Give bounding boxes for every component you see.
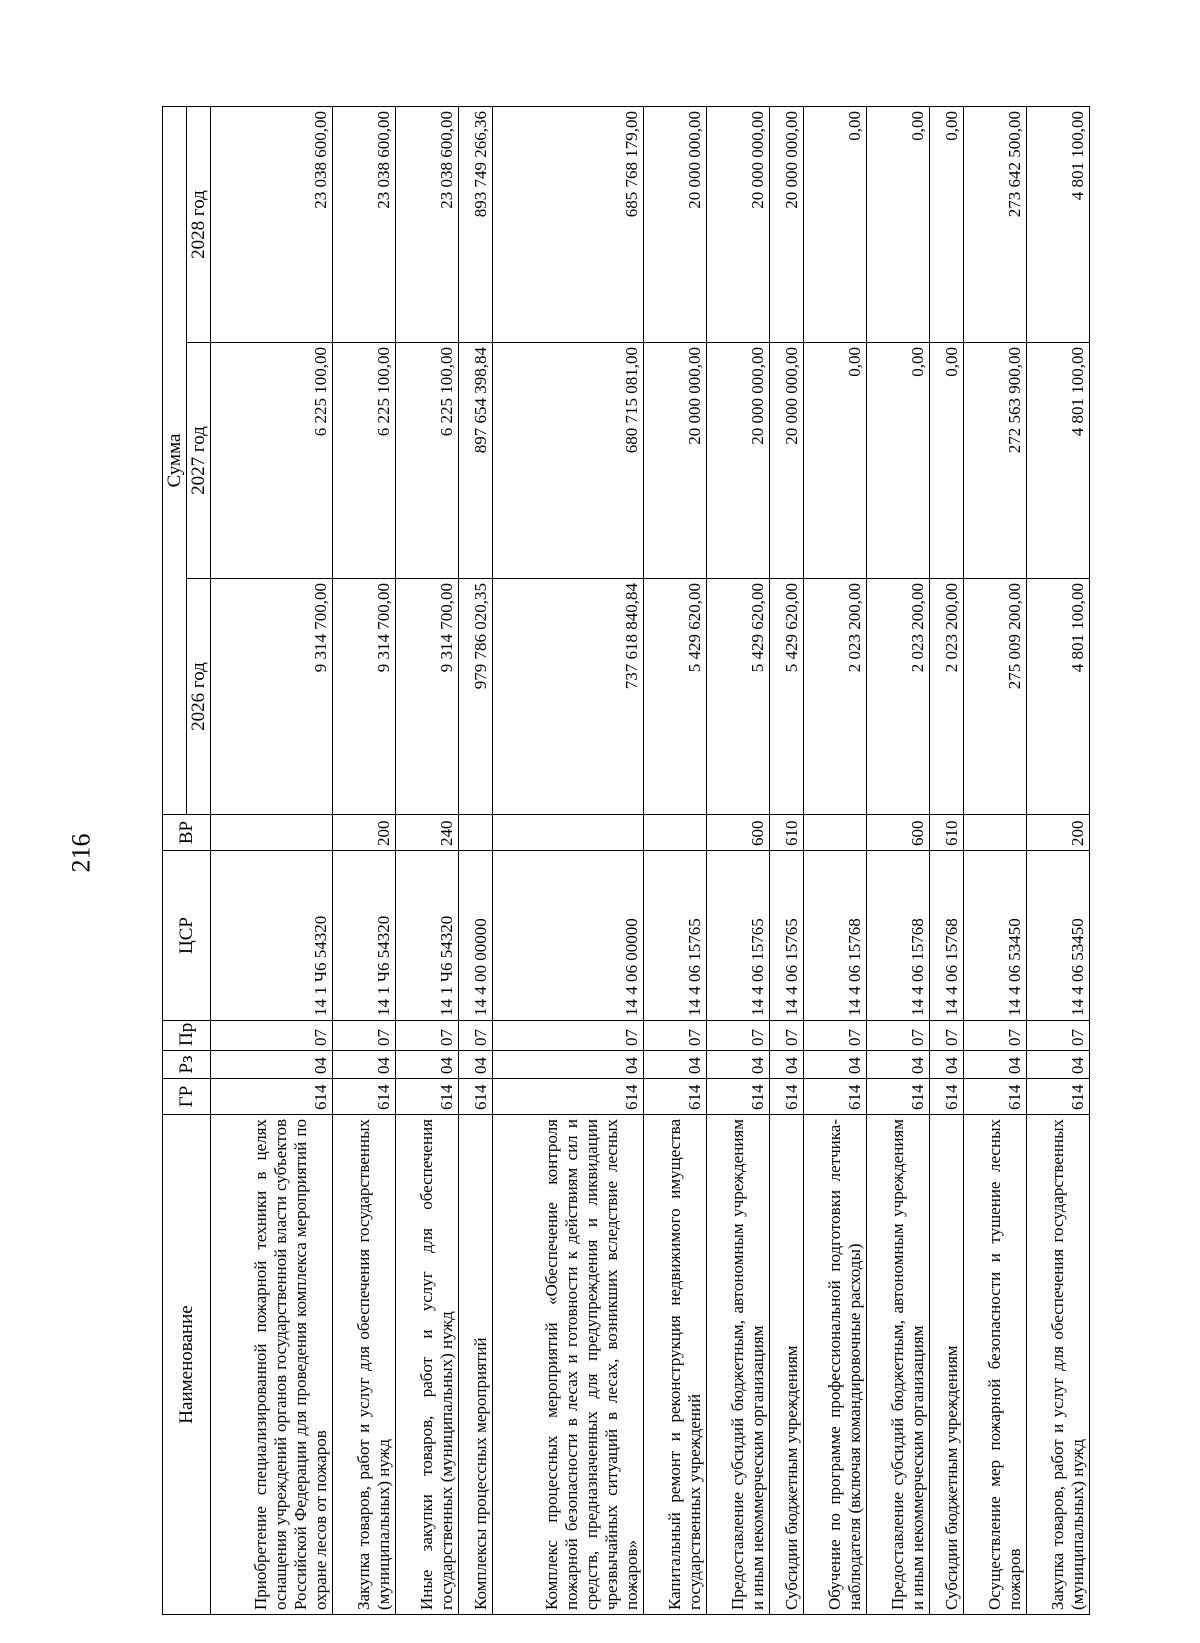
cell-2027: 6 225 100,00 [395, 343, 458, 579]
cell-2027: 4 801 100,00 [1026, 343, 1089, 579]
cell-2026: 4 801 100,00 [1026, 579, 1089, 815]
cell-rz: 04 [803, 1051, 866, 1079]
table-header [163, 107, 211, 1615]
table-row [866, 107, 929, 1615]
cell-rz: 04 [706, 1051, 769, 1079]
header-sum: Сумма [163, 107, 187, 815]
cell-2027: 680 715 081,00 [492, 343, 643, 579]
cell-2028: 0,00 [866, 107, 929, 343]
cell-pr: 07 [963, 1021, 1026, 1051]
cell-vr: 200 [332, 815, 395, 851]
cell-name: Закупка товаров, работ и услуг для обеспечения государственных (муниципальных) нужд [332, 1115, 395, 1615]
cell-vr [963, 815, 1026, 851]
header-2028: 2028 год [187, 107, 211, 343]
cell-rz: 04 [1026, 1051, 1089, 1079]
cell-2027: 6 225 100,00 [332, 343, 395, 579]
cell-csr: 14 1 Ч6 54320 [332, 851, 395, 1021]
cell-2027: 20 000 000,00 [706, 343, 769, 579]
cell-name: Предоставление субсидий бюджетным, автономным учреждениям и иным некоммерческим организациям [706, 1115, 769, 1615]
cell-csr: 14 1 Ч6 54320 [395, 851, 458, 1021]
page-number: 216 [66, 833, 96, 873]
cell-2026: 5 429 620,00 [706, 579, 769, 815]
cell-2028: 20 000 000,00 [770, 107, 804, 343]
cell-name: Предоставление субсидий бюджетным, автономным учреждениям и иным некоммерческим организациям [866, 1115, 929, 1615]
table-row [770, 107, 804, 1615]
cell-csr: 14 4 06 53450 [1026, 851, 1089, 1021]
cell-vr: 200 [1026, 815, 1089, 851]
cell-pr: 07 [458, 1021, 492, 1051]
cell-csr: 14 4 06 53450 [963, 851, 1026, 1021]
cell-2028: 20 000 000,00 [706, 107, 769, 343]
cell-2027: 897 654 398,84 [458, 343, 492, 579]
table-row [492, 107, 643, 1615]
cell-2026: 2 023 200,00 [930, 579, 964, 815]
cell-2028: 4 801 100,00 [1026, 107, 1089, 343]
cell-2026: 9 314 700,00 [395, 579, 458, 815]
cell-2028: 0,00 [930, 107, 964, 343]
header-rz: Рз [163, 1051, 211, 1079]
table-row [706, 107, 769, 1615]
cell-2027: 20 000 000,00 [770, 343, 804, 579]
cell-gr: 614 [643, 1079, 706, 1115]
cell-vr: 610 [770, 815, 804, 851]
cell-pr: 07 [930, 1021, 964, 1051]
table-row [395, 107, 458, 1615]
cell-name: Капитальный ремонт и реконструкция недвижимого имущества государственных учреждений [643, 1115, 706, 1615]
cell-vr: 600 [706, 815, 769, 851]
cell-pr: 07 [332, 1021, 395, 1051]
cell-2026: 5 429 620,00 [770, 579, 804, 815]
cell-2026: 2 023 200,00 [803, 579, 866, 815]
cell-gr: 614 [803, 1079, 866, 1115]
cell-gr: 614 [770, 1079, 804, 1115]
cell-vr: 610 [930, 815, 964, 851]
cell-name: Субсидии бюджетным учреждениям [930, 1115, 964, 1615]
header-gr: ГР [163, 1079, 211, 1115]
cell-pr: 07 [643, 1021, 706, 1051]
cell-csr: 14 4 06 15768 [803, 851, 866, 1021]
cell-pr: 07 [492, 1021, 643, 1051]
cell-pr: 07 [706, 1021, 769, 1051]
cell-2028: 273 642 500,00 [963, 107, 1026, 343]
cell-gr: 614 [963, 1079, 1026, 1115]
cell-name: Комплекс процессных мероприятий «Обеспечение контроля пожарной безопасности в лесах и готовности к действиям сил и средств, предназначенных для предупреждения и ликвидации чрезвычайных ситуаций в лесах, возникших вследствие лесных пожаров» [492, 1115, 643, 1615]
cell-2028: 20 000 000,00 [643, 107, 706, 343]
cell-vr [492, 815, 643, 851]
cell-gr: 614 [211, 1079, 333, 1115]
cell-rz: 04 [643, 1051, 706, 1079]
cell-rz: 04 [458, 1051, 492, 1079]
cell-rz: 04 [930, 1051, 964, 1079]
cell-gr: 614 [706, 1079, 769, 1115]
cell-name: Обучение по программе профессиональной подготовки летчика-наблюдателя (включая командировочные расходы) [803, 1115, 866, 1615]
cell-vr [211, 815, 333, 851]
cell-2026: 9 314 700,00 [211, 579, 333, 815]
cell-gr: 614 [458, 1079, 492, 1115]
cell-rz: 04 [395, 1051, 458, 1079]
cell-gr: 614 [1026, 1079, 1089, 1115]
cell-2028: 23 038 600,00 [395, 107, 458, 343]
cell-2028: 23 038 600,00 [211, 107, 333, 343]
cell-csr: 14 4 06 15765 [706, 851, 769, 1021]
cell-name: Субсидии бюджетным учреждениям [770, 1115, 804, 1615]
cell-gr: 614 [930, 1079, 964, 1115]
header-pr: Пр [163, 1021, 211, 1051]
cell-2028: 23 038 600,00 [332, 107, 395, 343]
cell-rz: 04 [332, 1051, 395, 1079]
cell-gr: 614 [395, 1079, 458, 1115]
cell-name: Приобретение специализированной пожарной техники в целях оснащения учреждений органов государственной власти субъектов Российской Федерации для проведения комплекса мероприятий по охране лесов от пожаров [211, 1115, 333, 1615]
table-row [963, 107, 1026, 1615]
header-2027: 2027 год [187, 343, 211, 579]
cell-gr: 614 [492, 1079, 643, 1115]
cell-2028: 0,00 [803, 107, 866, 343]
cell-2026: 2 023 200,00 [866, 579, 929, 815]
cell-2028: 893 749 266,36 [458, 107, 492, 343]
cell-2026: 737 618 840,84 [492, 579, 643, 815]
cell-2028: 685 768 179,00 [492, 107, 643, 343]
cell-pr: 07 [211, 1021, 333, 1051]
cell-vr [643, 815, 706, 851]
rotated-table-wrapper [162, 107, 1090, 1615]
cell-csr: 14 4 06 15765 [643, 851, 706, 1021]
cell-2026: 275 009 200,00 [963, 579, 1026, 815]
cell-pr: 07 [803, 1021, 866, 1051]
table-row [211, 107, 333, 1615]
cell-name: Осуществление мер пожарной безопасности и тушение лесных пожаров [963, 1115, 1026, 1615]
table-row [803, 107, 866, 1615]
cell-name: Закупка товаров, работ и услуг для обеспечения государственных (муниципальных) нужд [1026, 1115, 1089, 1615]
cell-2027: 0,00 [803, 343, 866, 579]
cell-rz: 04 [866, 1051, 929, 1079]
budget-table [162, 106, 1090, 1615]
cell-vr [458, 815, 492, 851]
cell-name: Комплексы процессных мероприятий [458, 1115, 492, 1615]
cell-csr: 14 1 Ч6 54320 [211, 851, 333, 1021]
header-name: Наименование [163, 1115, 211, 1615]
cell-csr: 14 4 00 00000 [458, 851, 492, 1021]
cell-name: Иные закупки товаров, работ и услуг для обеспечения государственных (муниципальных) нужд [395, 1115, 458, 1615]
cell-pr: 07 [1026, 1021, 1089, 1051]
table-row [930, 107, 964, 1615]
cell-csr: 14 4 06 15768 [866, 851, 929, 1021]
cell-gr: 614 [866, 1079, 929, 1115]
table-row [1026, 107, 1089, 1615]
cell-vr [803, 815, 866, 851]
cell-2027: 0,00 [930, 343, 964, 579]
table-row [458, 107, 492, 1615]
table-row [643, 107, 706, 1615]
cell-2027: 0,00 [866, 343, 929, 579]
cell-pr: 07 [770, 1021, 804, 1051]
cell-rz: 04 [211, 1051, 333, 1079]
cell-vr: 240 [395, 815, 458, 851]
cell-pr: 07 [395, 1021, 458, 1051]
cell-2026: 9 314 700,00 [332, 579, 395, 815]
cell-csr: 14 4 06 00000 [492, 851, 643, 1021]
cell-csr: 14 4 06 15768 [930, 851, 964, 1021]
cell-rz: 04 [770, 1051, 804, 1079]
cell-2026: 979 786 020,35 [458, 579, 492, 815]
header-vr: ВР [163, 815, 211, 851]
header-csr: ЦСР [163, 851, 211, 1021]
cell-2027: 20 000 000,00 [643, 343, 706, 579]
cell-csr: 14 4 06 15765 [770, 851, 804, 1021]
header-2026: 2026 год [187, 579, 211, 815]
cell-2027: 6 225 100,00 [211, 343, 333, 579]
cell-2026: 5 429 620,00 [643, 579, 706, 815]
table-row [332, 107, 395, 1615]
cell-rz: 04 [963, 1051, 1026, 1079]
table-body [211, 107, 1090, 1615]
cell-2027: 272 563 900,00 [963, 343, 1026, 579]
cell-rz: 04 [492, 1051, 643, 1079]
cell-vr: 600 [866, 815, 929, 851]
cell-gr: 614 [332, 1079, 395, 1115]
cell-pr: 07 [866, 1021, 929, 1051]
